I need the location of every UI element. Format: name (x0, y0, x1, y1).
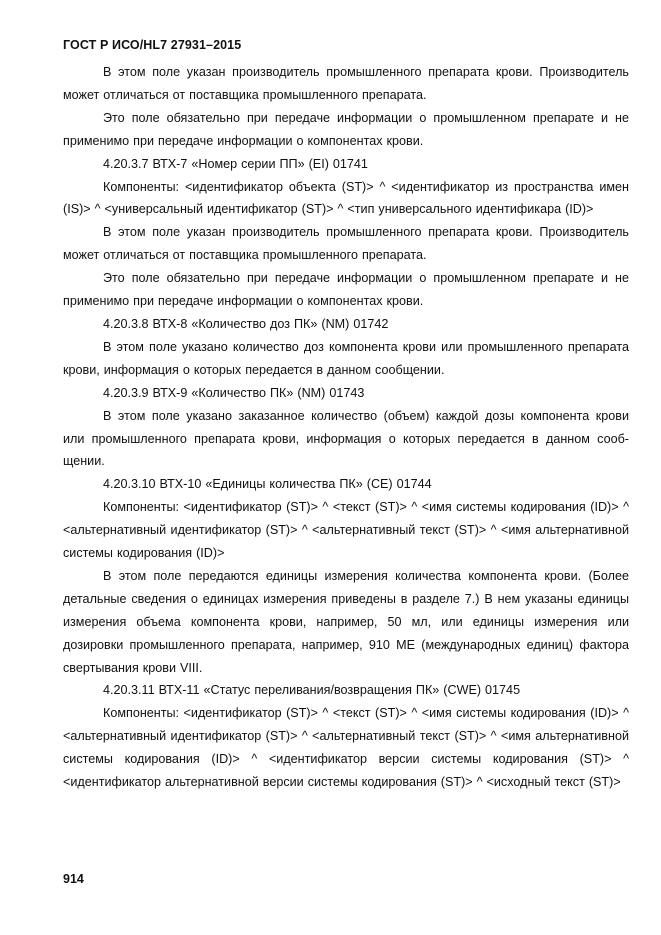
paragraph-quantity: В этом поле указано заказанное количество (объем) каждой дозы компонента крови или промышленного препарата крови, информация о которых передается в данном сообщении. (63, 408, 629, 469)
document-body (63, 61, 629, 794)
paragraph-components-btx7: Компоненты: <идентификатор объекта (ST)> ^ <идентификатор из пространства имен (IS)> ^ <универсальный идентификатор (ST)> ^ <тип универсального идентификара (ID)> (63, 179, 629, 217)
section-heading-4-20-3-8: 4.20.3.8 ВТХ-8 «Количество доз ПК» (NM) 01742 (103, 316, 389, 331)
paragraph-mandatory-1: Это поле обязательно при передаче информации о промышленном препарате и не применимо при передаче информации о компонентах крови. (63, 110, 629, 148)
page-header: ГОСТ Р ИСО/HL7 27931–2015 (63, 38, 242, 52)
section-heading-4-20-3-7: 4.20.3.7 ВТХ-7 «Номер серии ПП» (EI) 01741 (103, 156, 368, 171)
page-number: 914 (63, 872, 84, 886)
paragraph-components-btx10: Компоненты: <идентификатор (ST)> ^ <текст (ST)> ^ <имя системы кодирования (ID)> ^ <альтернативный идентификатор (ST)> ^ <альтернативный текст (ST)> ^ <имя альтернативной системы кодирования (ID)> (63, 500, 629, 561)
section-heading-4-20-3-11: 4.20.3.11 ВТХ-11 «Статус переливания/возвращения ПК» (CWE) 01745 (103, 683, 521, 698)
paragraph-mandatory-2: Это поле обязательно при передаче информации о промышленном препарате и не применимо при передаче информации о компонентах крови. (63, 271, 629, 309)
paragraph-manufacturer-1: В этом поле указан производитель промышленного препарата крови. Производитель может отличаться от поставщика промышленного препарата. (63, 65, 629, 102)
paragraph-dose-count: В этом поле указано количество доз компонента крови или промышленного препарата крови, информация о которых передается в данном сообщении. (63, 339, 629, 377)
paragraph-manufacturer-2: В этом поле указан производитель промышленного препарата крови. Производитель может отличаться от поставщика промышленного препарата. (63, 225, 629, 263)
paragraph-components-btx11: Компоненты: <идентификатор (ST)> ^ <текст (ST)> ^ <имя системы кодирования (ID)> ^ <альтернативный идентификатор (ST)> ^ <альтернативный текст (ST)> ^ <имя альтернативной системы кодирования (ID)> ^ <идентификатор версии системы кодирования (ST)> ^ <идентификатор альтернативной версии системы кодирования (ST)> ^ <исходный текст (ST)> (63, 706, 629, 790)
section-heading-4-20-3-9: 4.20.3.9 ВТХ-9 «Количество ПК» (NM) 01743 (103, 385, 365, 400)
paragraph-units: В этом поле передаются единицы измерения количества компонента крови. (Более детальные сведения о единицах измерения приведены в разделе 7.) В нем указаны единицы измерения объема компонента крови, например, 50 мл, или единицы измерения или дозировки промышленного препарата, например, 910 ME (международных единиц) фактора свертывания крови VIII. (63, 568, 629, 675)
section-heading-4-20-3-10: 4.20.3.10 ВТХ-10 «Единицы количества ПК» (СЕ) 01744 (103, 477, 432, 492)
